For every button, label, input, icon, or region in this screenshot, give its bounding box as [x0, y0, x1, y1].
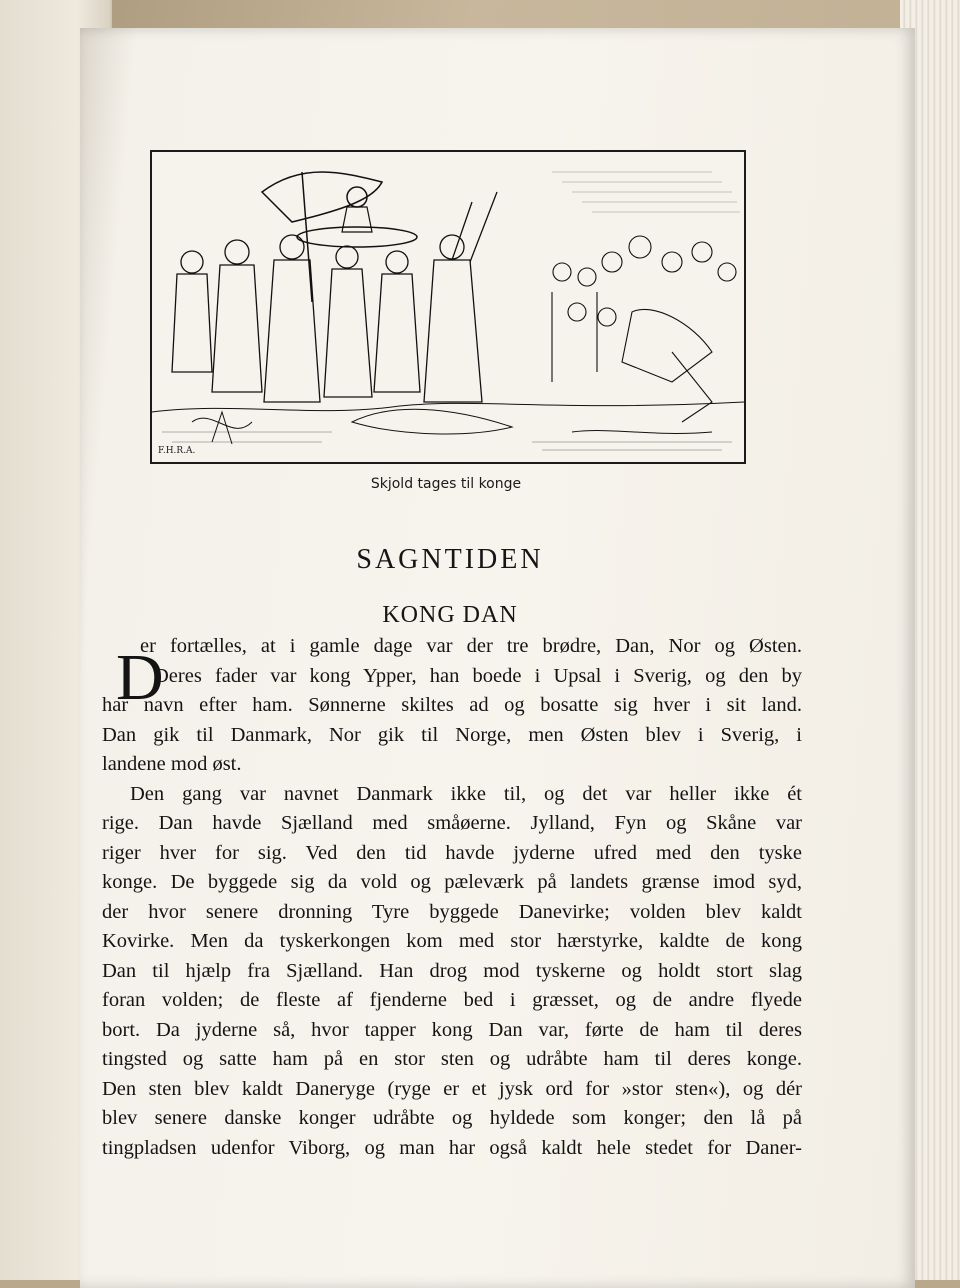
text-line: landene mod øst.	[102, 753, 242, 775]
illustrator-signature: F.H.R.A.	[158, 446, 196, 456]
text-line: foran volden; de fleste af fjenderne bed i græsset, og de andre flyede	[102, 989, 802, 1011]
text-line: Kovirke. Men da tyskerkongen kom med stor hærstyrke, kaldte de kong	[102, 930, 802, 952]
text-line: Dan gik til Danmark, Nor gik til Norge, men Østen blev i Sverig, i	[102, 723, 802, 746]
text-line: konge. De byggede sig da vold og pæleværk på landets grænse imod syd,	[102, 871, 802, 893]
text-line: Deres fader var kong Ypper, han boede i Upsal i Sverig, og den by	[154, 664, 802, 687]
text-line: der hvor senere dronning Tyre byggede Danevirke; volden blev kaldt	[102, 900, 802, 923]
text-line: Dan til hjælp fra Sjælland. Han drog mod tyskerne og holdt stort slag	[102, 959, 802, 982]
text-line: riger hver for sig. Ved den tid havde jyderne ufred med den tyske	[102, 841, 802, 864]
text-line: tingsted og satte ham på en stor sten og udråbte ham til deres konge.	[102, 1048, 802, 1070]
text-line: bort. Da jyderne så, hvor tapper kong Dan var, førte de ham til deres	[102, 1018, 802, 1041]
illustration	[150, 150, 746, 464]
text-line: rige. Dan havde Sjælland med småøerne. Jylland, Fyn og Skåne var	[102, 812, 802, 834]
text-line: Den sten blev kaldt Daneryge (ryge er et jysk ord for »stor sten«), og dér	[102, 1077, 802, 1100]
text-line: blev senere danske konger udråbte og hyldede som konger; den lå på	[102, 1107, 802, 1129]
text-line: Den gang var navnet Danmark ikke til, og det var heller ikke ét	[130, 782, 802, 805]
body-text	[102, 632, 802, 1163]
chapter-title: SAGNTIDEN	[356, 544, 544, 575]
illustration-caption: Skjold tages til konge	[370, 476, 522, 492]
text-line: har navn efter ham. Sønnerne skiltes ad og bosatte sig hver i sit land.	[102, 694, 802, 716]
illustration-drawing	[152, 152, 744, 462]
section-title: KONG DAN	[382, 602, 518, 628]
text-line: er fortælles, at i gamle dage var der tre brødre, Dan, Nor og Østen.	[140, 635, 802, 657]
text-line: tingpladsen udenfor Viborg, og man har også kaldt hele stedet for Daner-	[102, 1136, 802, 1159]
drop-cap: D	[116, 641, 164, 714]
